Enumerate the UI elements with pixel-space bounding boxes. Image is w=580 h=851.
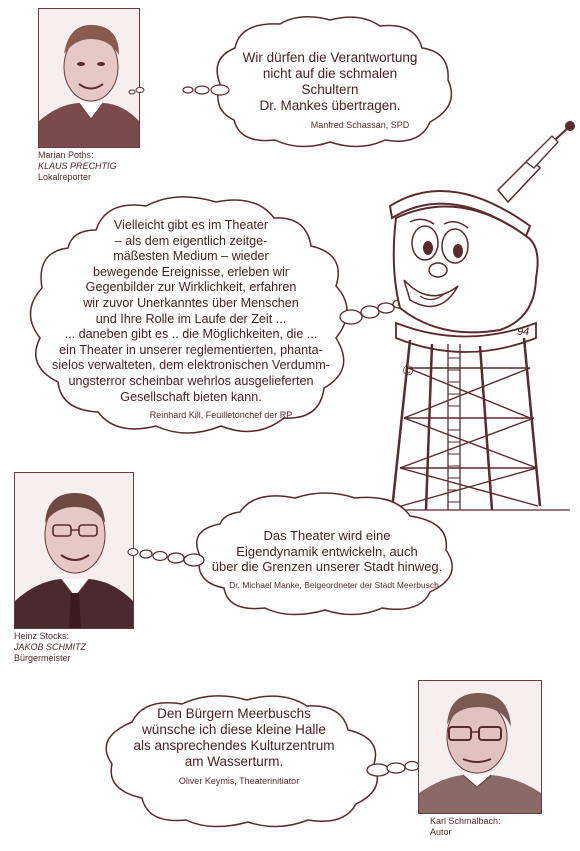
quote-line: Wir dürfen die Verantwortung [242,50,418,65]
role-name: JAKOB SCHMITZ [14,642,87,652]
quote-line: sielos verwalteten, dem elektronischen Verdumm- [52,358,330,373]
caption-heinz-stocks [14,631,86,664]
quote-attribution: Reinhard Kill, Feuilletonchef der RP [149,410,293,421]
quote-line: Eigendynamik entwickeln, auch [236,543,418,559]
quote-line: bewegende Ereignisse, erleben wir [92,264,290,279]
quote-line: ein Theater in unserer reglementierten, phanta- [59,342,323,357]
artist-signature: 94 [517,326,530,338]
caption-karl-schmalbach [430,816,501,838]
person-name: Karl Schmalbach: [430,816,501,826]
portrait-photo-heinz-stocks [14,472,134,629]
quote-line: Schultern [301,82,359,97]
quote-line: Gesellschaft bieten kann. [120,389,262,404]
person-name: Marian Poths: [38,150,94,160]
water-tower-cartoon [330,118,580,518]
quote-line: Gegenbilder zur Wirklichkeit, erfahren [85,280,297,295]
quote-line: am Wasserturm. [184,754,284,769]
quote-line: ... daneben gibt es .. die Möglichkeiten, die ... [64,327,318,342]
water-tower-illustration [330,118,580,518]
quote-attribution: Oliver Keymis, Theaterinitiator [178,776,300,786]
portrait-photo-marian-poths [38,8,140,148]
quote-line: wir zuvor Unerkanntes über Menschen [83,295,299,310]
quote-line: nicht auf die schmalen [262,66,398,81]
quote-text [114,706,354,789]
portrait-illustration [15,473,133,628]
quote-line: Den Bürgern Meerbuschs [157,706,311,721]
quote-line: mäßesten Medium – wieder [113,249,269,264]
quote-line: ungsterror scheinbar wehrlos ausgelieferten [68,373,314,388]
speech-bubble-4 [82,688,432,828]
portrait-illustration [39,9,139,147]
quote-line: Vielleicht gibt es im Theater [113,218,269,232]
quote-line: und Ihre Rolle im Laufe der Zeit ... [95,311,287,326]
portrait-photo-karl-schmalbach [418,680,542,814]
role-name: KLAUS PRECHTIG [38,161,117,171]
speech-bubble-3 [120,488,480,616]
copyright-mark: © [403,362,414,378]
quote-text [202,528,452,593]
quote-attribution: Manfred Schassan, SPD [310,120,410,130]
person-name: Heinz Stocks: [14,631,70,641]
quote-line: – als dem eigentlich zeitge- [114,233,268,248]
quote-line: über die Grenzen unserer Stadt hinweg. [211,559,443,575]
person-role: Bürgermeister [14,653,71,663]
person-role: Lokalreporter [38,172,92,182]
caption-marian-poths [38,150,117,183]
quote-line: als ansprechendes Kulturzentrum [133,738,335,753]
quote-line: Dr. Mankes übertragen. [259,98,401,113]
quote-line: Das Theater wird eine [263,528,391,543]
person-role: Autor [430,827,452,837]
portrait-illustration [419,681,541,813]
quote-attribution: Dr. Michael Manke, Beigeordneter der Stadt Meerbusch [229,579,439,590]
quote-text [46,218,336,424]
quote-line: wünsche ich diese kleine Halle [142,722,326,737]
